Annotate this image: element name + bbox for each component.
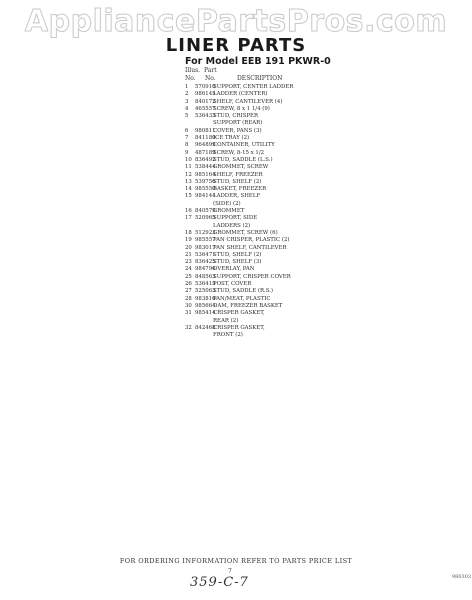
part-number xyxy=(195,201,213,208)
document-code: 980303 xyxy=(452,574,472,580)
illus-number: 18 xyxy=(185,229,192,236)
illus-number: 20 xyxy=(185,244,192,251)
column-header-illus: Illus. xyxy=(185,67,201,74)
part-description: BASKET, FREEZER xyxy=(213,186,267,193)
part-number xyxy=(195,332,213,339)
illus-number: 17 xyxy=(185,215,192,222)
part-description: GROMMET xyxy=(213,208,245,215)
part-description: SCREW, 8 x 1 1/4 (9) xyxy=(213,105,270,112)
part-description: DAM, FREEZER BASKET xyxy=(213,302,283,309)
illus-number: 15 xyxy=(185,193,192,200)
part-number xyxy=(195,120,213,127)
illus-number: 32 xyxy=(185,324,192,331)
table-row xyxy=(185,266,355,273)
part-number xyxy=(195,223,213,230)
part-number: 570910 xyxy=(195,84,216,90)
table-row xyxy=(185,318,355,325)
table-row xyxy=(185,252,355,259)
illus-number: 7 xyxy=(185,135,189,142)
part-description: FRONT (2) xyxy=(213,332,243,339)
table-row xyxy=(185,99,355,106)
illus-number: 8 xyxy=(185,142,189,149)
illus-number: 11 xyxy=(185,164,192,171)
part-description: STUD, SADDLE (L.S.) xyxy=(213,156,273,163)
illus-number: 21 xyxy=(185,251,192,258)
part-number: 465557 xyxy=(195,105,216,112)
illus-number xyxy=(185,201,195,208)
watermark-text: AppliancePartsPros.com xyxy=(24,4,448,39)
table-row xyxy=(185,84,355,91)
table-row xyxy=(185,303,355,310)
table-row xyxy=(185,208,355,215)
illus-number: 27 xyxy=(185,288,192,295)
part-number: 964899 xyxy=(195,142,216,149)
part-number: 984144 xyxy=(195,193,216,200)
table-row xyxy=(185,106,355,113)
handwritten-note: 359-C-7 xyxy=(190,575,249,590)
table-row xyxy=(185,274,355,281)
part-description: STUD, SADDLE (R.S.) xyxy=(213,288,274,295)
table-row xyxy=(185,120,355,127)
illus-number: 26 xyxy=(185,281,192,288)
part-description: STUD, SHELF (2) xyxy=(213,178,262,185)
part-number: 840172 xyxy=(195,98,216,105)
table-row xyxy=(185,164,355,171)
table-row xyxy=(185,201,355,208)
illus-number: 16 xyxy=(185,208,192,215)
part-number: 538444 xyxy=(195,164,216,171)
part-description: SCREW, 8-15 x 1/2 xyxy=(213,149,265,156)
table-row xyxy=(185,113,355,120)
part-number: 985414 xyxy=(195,310,216,317)
part-number: 980811 xyxy=(195,127,216,134)
illus-number: 23 xyxy=(185,259,192,266)
part-description: COVER, PANS (3) xyxy=(213,127,262,134)
illus-number xyxy=(185,120,195,127)
column-header-part: Part xyxy=(204,67,217,74)
part-description: SHELF, FREEZER xyxy=(213,171,263,178)
footer-note: FOR ORDERING INFORMATION REFER TO PARTS PRICE LIST xyxy=(119,557,353,565)
illus-number: 2 xyxy=(185,91,189,98)
part-number: 986145 xyxy=(195,91,216,98)
table-row xyxy=(185,245,355,252)
part-description: POST, COVER xyxy=(213,281,252,288)
page-number: 7 xyxy=(228,568,232,575)
part-description: LADDER, SHELF xyxy=(213,193,261,200)
part-number: 536433 xyxy=(195,113,216,120)
model-subtitle: For Model EEB 191 PKWR-0 xyxy=(185,56,331,67)
part-number: 985550 xyxy=(195,186,216,193)
illus-number: 9 xyxy=(185,149,189,156)
part-description: STUD, SHELF (2) xyxy=(213,251,262,258)
table-row xyxy=(185,332,355,339)
part-description: (SIDE) (2) xyxy=(213,200,241,207)
illus-number xyxy=(185,332,195,339)
illus-number: 25 xyxy=(185,273,192,280)
part-number xyxy=(195,318,213,325)
part-number: 536471 xyxy=(195,251,216,258)
illus-number xyxy=(185,318,195,325)
column-header-description: DESCRIPTION xyxy=(237,75,283,82)
part-number: 525063 xyxy=(195,288,216,295)
illus-number: 24 xyxy=(185,266,192,273)
part-number: 539756 xyxy=(195,178,216,185)
part-number: 512923 xyxy=(195,229,216,236)
column-header-no-illus: No. xyxy=(185,75,196,82)
table-row xyxy=(185,186,355,193)
part-description: SUPPORT (REAR) xyxy=(213,120,263,127)
part-description: REAR (2) xyxy=(213,317,239,324)
part-number: 985664 xyxy=(195,302,216,309)
page-title: LINER PARTS xyxy=(165,35,307,56)
table-row xyxy=(185,91,355,98)
part-description: PAN SHELF, CANTILEVER xyxy=(213,244,287,251)
table-row xyxy=(185,288,355,295)
part-number: 842468 xyxy=(195,324,216,331)
table-row xyxy=(185,135,355,142)
table-row xyxy=(185,142,355,149)
table-row xyxy=(185,223,355,230)
part-number: 487189 xyxy=(195,149,216,156)
table-row xyxy=(185,179,355,186)
column-header-no-part: No. xyxy=(205,75,216,82)
part-number: 983017 xyxy=(195,244,216,251)
table-row xyxy=(185,172,355,179)
parts-list xyxy=(185,84,355,339)
part-description: OVERLAY, PAN xyxy=(213,266,255,273)
illus-number: 4 xyxy=(185,105,189,112)
illus-number: 6 xyxy=(185,127,189,134)
part-description: STUD, SHELF (3) xyxy=(213,259,262,266)
illus-number: 3 xyxy=(185,98,189,105)
part-number: 520965 xyxy=(195,215,216,222)
illus-number: 10 xyxy=(185,156,192,163)
illus-number: 1 xyxy=(185,84,189,90)
part-description: LADDER (CENTER) xyxy=(213,91,268,98)
table-row xyxy=(185,310,355,317)
part-description: PAN CRISPER, PLASTIC (2) xyxy=(213,237,290,244)
table-row xyxy=(185,296,355,303)
illus-number: 31 xyxy=(185,310,192,317)
part-number: 836425 xyxy=(195,259,216,266)
part-number: 848563 xyxy=(195,273,216,280)
table-row xyxy=(185,237,355,244)
part-description: ICE TRAY (2) xyxy=(213,135,250,142)
part-description: STUD, CRISPER xyxy=(213,113,259,120)
part-description: GROMMET, SCREW (6) xyxy=(213,229,278,236)
part-description: CONTAINER, UTILITY xyxy=(213,142,275,149)
table-row xyxy=(185,259,355,266)
part-description: CRISPER GASKET, xyxy=(213,324,265,331)
part-description: LADDERS (2) xyxy=(213,222,251,229)
part-number: 985557 xyxy=(195,237,216,244)
illus-number: 12 xyxy=(185,171,192,178)
part-number: 836492 xyxy=(195,156,216,163)
part-description: SHELF, CANTILEVER (4) xyxy=(213,98,283,105)
illus-number: 28 xyxy=(185,295,192,302)
illus-number xyxy=(185,223,195,230)
part-description: SUPPORT, SIDE xyxy=(213,215,258,222)
part-number: 840579 xyxy=(195,208,216,215)
part-description: CRISPER GASKET, xyxy=(213,310,265,317)
illus-number: 5 xyxy=(185,113,189,120)
table-row xyxy=(185,215,355,222)
table-row xyxy=(185,325,355,332)
part-description: SUPPORT, CENTER LADDER xyxy=(213,84,294,90)
illus-number: 19 xyxy=(185,237,192,244)
part-number: 841180 xyxy=(195,135,216,142)
illus-number: 14 xyxy=(185,186,192,193)
illus-number: 13 xyxy=(185,178,192,185)
part-number: 983816 xyxy=(195,295,216,302)
illus-number: 30 xyxy=(185,302,192,309)
table-row xyxy=(185,150,355,157)
part-number: 985164 xyxy=(195,171,216,178)
part-description: SUPPORT, CRISPER COVER xyxy=(213,273,291,280)
part-number: 984796 xyxy=(195,266,216,273)
part-number: 536415 xyxy=(195,281,216,288)
table-row xyxy=(185,128,355,135)
table-row xyxy=(185,157,355,164)
table-row xyxy=(185,193,355,200)
part-description: PAN/MEAT, PLASTIC xyxy=(213,295,271,302)
part-description: GROMMET, SCREW xyxy=(213,164,269,171)
